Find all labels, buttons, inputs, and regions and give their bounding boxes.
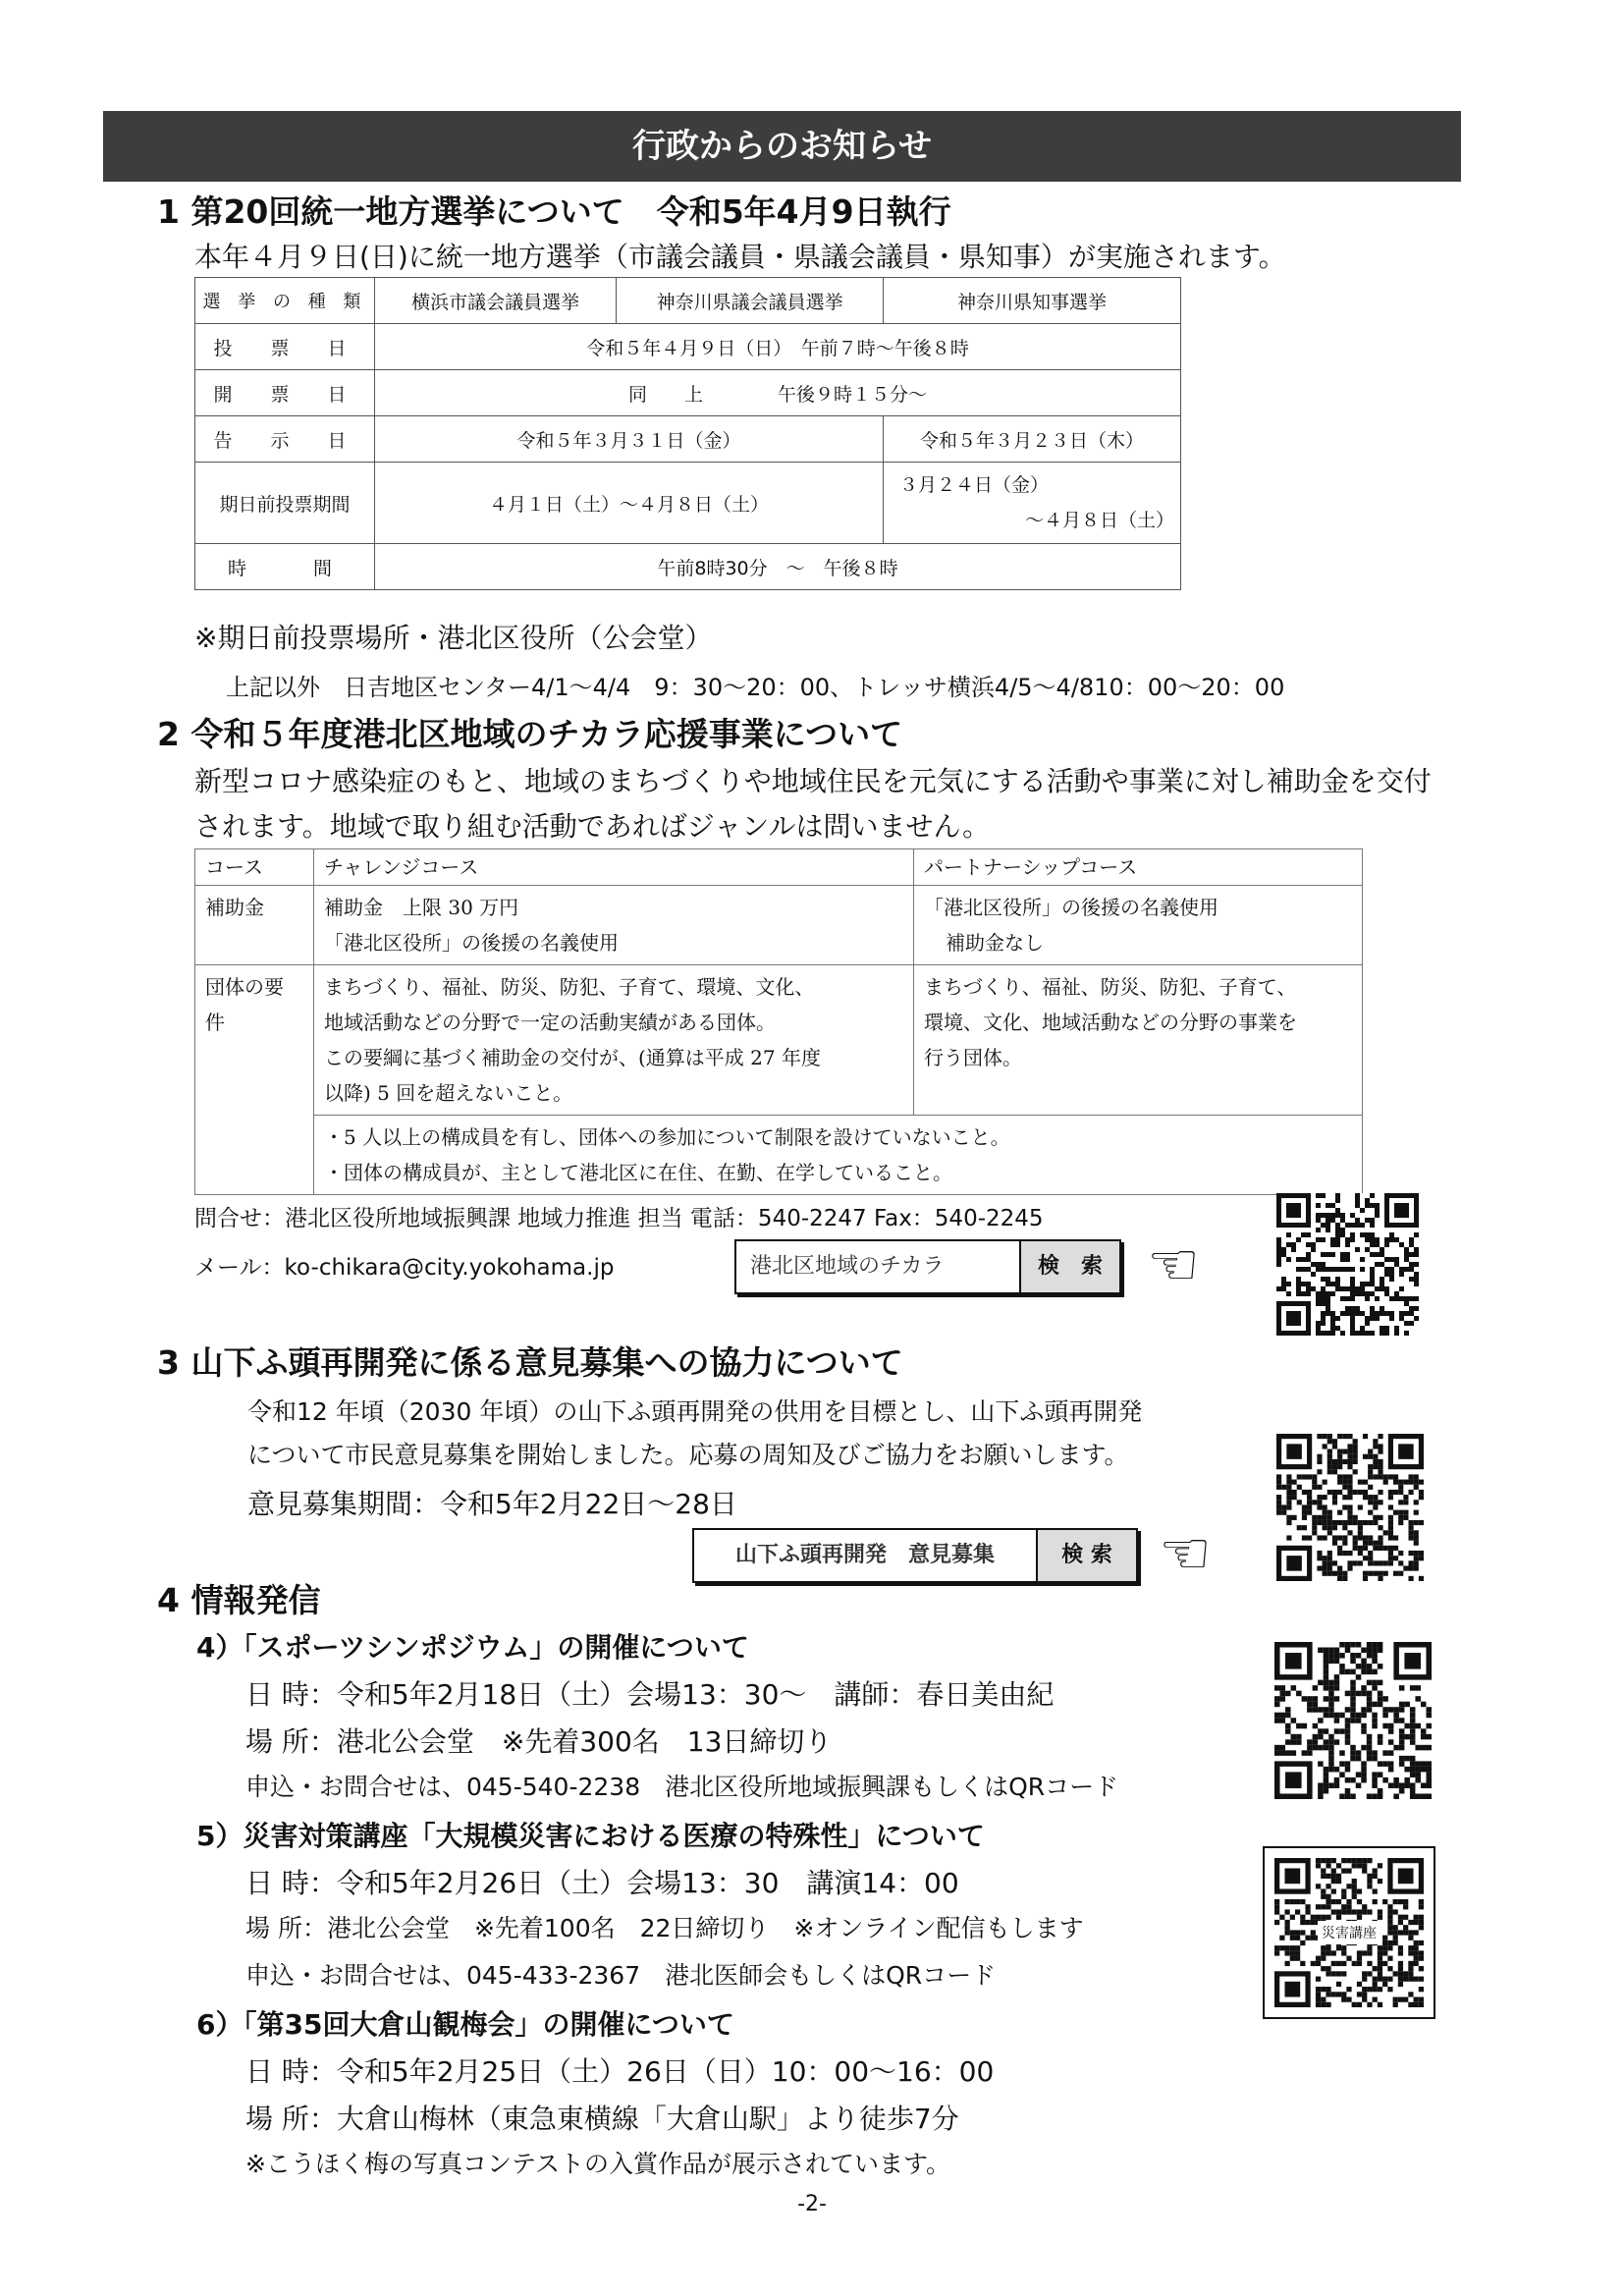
partner-requirements [914, 965, 1363, 1116]
notice-day-city-pref: 令和５年３月３１日（金） [375, 416, 884, 463]
section-2-intro-2: されます。地域で取り組む活動であればジャンルは問いません。 [194, 810, 991, 843]
election-type-label: 選 挙 の 種 類 [195, 278, 375, 324]
section-banner: 行政からのお知らせ [103, 111, 1461, 182]
challenge-subsidy-line-1: 補助金 上限 30 万円 [324, 896, 519, 919]
requirements-label-line-1: 団体の要 [205, 975, 284, 999]
other-places-note: 上記以外 日吉地区センター4/1～4/4 9：30～20：00、トレッサ横浜4/5～4/810：00～20：00 [226, 674, 1285, 701]
early-vote-gov [884, 463, 1181, 544]
hours-label: 時 間 [195, 544, 375, 590]
section-2-contact: 問合せ：港北区役所地域振興課 地域力推進 担当 電話：540-2247 Fax：540-2245 [194, 1206, 1044, 1231]
notice-day-gov: 令和５年３月２３日（木） [884, 416, 1181, 463]
vote-day-label: 投 票 日 [195, 324, 375, 370]
hours-value: 午前8時30分 ～ 午後８時 [375, 544, 1181, 590]
challenge-subsidy-line-2: 「港北区役所」の後援の名義使用 [324, 931, 619, 955]
pointing-hand-icon: ☜ [1159, 1519, 1212, 1588]
challenge-req-line-3: この要綱に基づく補助金の交付が、(通算は平成 27 年度 [324, 1046, 821, 1069]
support-course-table [194, 848, 1363, 1195]
section-2-email: メール：ko-chikara@city.yokohama.jp [194, 1255, 615, 1281]
yamashita-search-button[interactable]: 検 索 [1036, 1530, 1136, 1581]
election-col-city: 横浜市議会議員選挙 [375, 278, 617, 324]
challenge-course-header: チャレンジコース [314, 849, 914, 886]
chikara-search-text: 港北区地域のチカラ [750, 1254, 945, 1279]
challenge-subsidy [314, 886, 914, 965]
partner-subsidy [914, 886, 1363, 965]
section-4-heading: 4 情報発信 [157, 1581, 321, 1619]
election-table [194, 277, 1181, 590]
course-header: コース [195, 849, 314, 886]
item-4-title: 4）「スポーツシンポジウム」の開催について [196, 1631, 749, 1664]
section-2-heading: 2 令和５年度港北区地域のチカラ応援事業について [157, 715, 903, 753]
early-vote-label: 期日前投票期間 [195, 463, 375, 544]
section-3-line-1: 令和12 年頃（2030 年頃）の山下ふ頭再開発の供用を目標とし、山下ふ頭再開発 [247, 1397, 1143, 1426]
item-4-contact: 申込・お問合せは、045-540-2238 港北区役所地域振興課もしくはQRコード [245, 1773, 1119, 1801]
yamashita-search-text: 山下ふ頭再開発 意見募集 [734, 1543, 995, 1567]
pointing-hand-icon: ☜ [1147, 1230, 1200, 1299]
section-3-heading: 3 山下ふ頭再開発に係る意見募集への協力について [157, 1343, 903, 1382]
item-4-datetime: 日 時：令和5年2月18日（土）会場13：30～ 講師：春日美由紀 [245, 1678, 1055, 1711]
partner-req-line-1: まちづくり、福祉、防災、防犯、子育て、 [924, 975, 1297, 999]
partner-req-line-2: 環境、文化、地域活動などの分野の事業を [924, 1011, 1297, 1034]
item-6-datetime: 日 時：令和5年2月25日（土）26日（日）10：00～16：00 [245, 2055, 995, 2088]
partner-subsidy-line-1: 「港北区役所」の後援の名義使用 [924, 896, 1218, 919]
item-5-contact: 申込・お問合せは、045-433-2367 港北医師会もしくはQRコード [245, 1961, 997, 1990]
election-col-pref: 神奈川県議会議員選挙 [617, 278, 884, 324]
qr-code-icon[interactable] [1274, 1642, 1432, 1799]
section-3-line-2: について市民意見募集を開始しました。応募の周知及びご協力をお願いします。 [247, 1441, 1129, 1469]
challenge-req-line-1: まちづくり、福祉、防災、防犯、子育て、環境、文化、 [324, 975, 815, 999]
qr-code-icon[interactable] [1276, 1193, 1419, 1336]
page-number: -2- [797, 2192, 827, 2216]
early-vote-place-note: ※期日前投票場所・港北区役所（公会堂） [194, 622, 713, 654]
qr-code-icon[interactable] [1276, 1434, 1424, 1581]
requirements-label [195, 965, 314, 1195]
disaster-qr-frame[interactable] [1263, 1846, 1435, 2019]
challenge-requirements [314, 965, 914, 1116]
challenge-req-line-2: 地域活動などの分野で一定の活動実績がある団体。 [324, 1011, 776, 1034]
item-6-place: 場 所：大倉山梅林（東急東横線「大倉山駅」より徒歩7分 [245, 2103, 959, 2135]
partnership-course-header: パートナーシップコース [914, 849, 1363, 886]
item-5-datetime: 日 時：令和5年2月26日（土）会場13：30 講演14：00 [245, 1867, 959, 1899]
challenge-req-line-4: 以降) 5 回を超えないこと。 [324, 1081, 573, 1105]
item-6-title: 6）「第35回大倉山観梅会」の開催について [196, 2008, 734, 2041]
partner-subsidy-line-2: 補助金なし [946, 931, 1044, 955]
common-requirements [314, 1116, 1363, 1195]
partner-req-line-3: 行う団体。 [924, 1046, 1022, 1069]
disaster-qr-label: 災害講座 [1318, 1921, 1380, 1944]
subsidy-label: 補助金 [195, 886, 314, 965]
item-6-note: ※こうほく梅の写真コンテストの入賞作品が展示されています。 [245, 2150, 950, 2178]
section-3-period: 意見募集期間：令和5年2月22日～28日 [247, 1488, 737, 1520]
early-vote-gov-end: ～４月８日（土） [1024, 510, 1174, 531]
chikara-search-button[interactable]: 検 索 [1019, 1241, 1119, 1292]
section-2-intro-1: 新型コロナ感染症のもと、地域のまちづくりや地域住民を元気にする活動や事業に対し補助金を交付 [194, 765, 1432, 797]
chikara-search-box[interactable] [734, 1239, 1121, 1294]
item-4-place: 場 所：港北公会堂 ※先着300名 13日締切り [245, 1725, 833, 1758]
notice-day-label: 告 示 日 [195, 416, 375, 463]
section-1-intro: 本年４月９日(日)に統一地方選挙（市議会議員・県議会議員・県知事）が実施されます。 [194, 241, 1286, 273]
vote-day-value: 令和５年４月９日（日） 午前７時～午後８時 [375, 324, 1181, 370]
early-vote-gov-start: ３月２４日（金） [899, 474, 1050, 496]
common-req-line-1: ・5 人以上の構成員を有し、団体への参加について制限を設けていないこと。 [324, 1125, 1010, 1149]
election-col-gov: 神奈川県知事選挙 [884, 278, 1181, 324]
section-1-heading: 1 第20回統一地方選挙について 令和5年4月9日執行 [157, 192, 951, 231]
yamashita-search-box[interactable] [692, 1528, 1138, 1583]
early-vote-city-pref: ４月１日（土）～４月８日（土） [375, 463, 884, 544]
item-5-title: 5）災害対策講座「大規模災害における医療の特殊性」について [196, 1820, 985, 1852]
requirements-label-line-2: 件 [205, 1011, 225, 1034]
count-day-value: 同 上 午後９時１５分～ [375, 370, 1181, 416]
common-req-line-2: ・団体の構成員が、主として港北区に在住、在勤、在学していること。 [324, 1161, 952, 1184]
item-5-place: 場 所：港北公会堂 ※先着100名 22日締切り ※オンライン配信もします [245, 1914, 1084, 1942]
count-day-label: 開 票 日 [195, 370, 375, 416]
